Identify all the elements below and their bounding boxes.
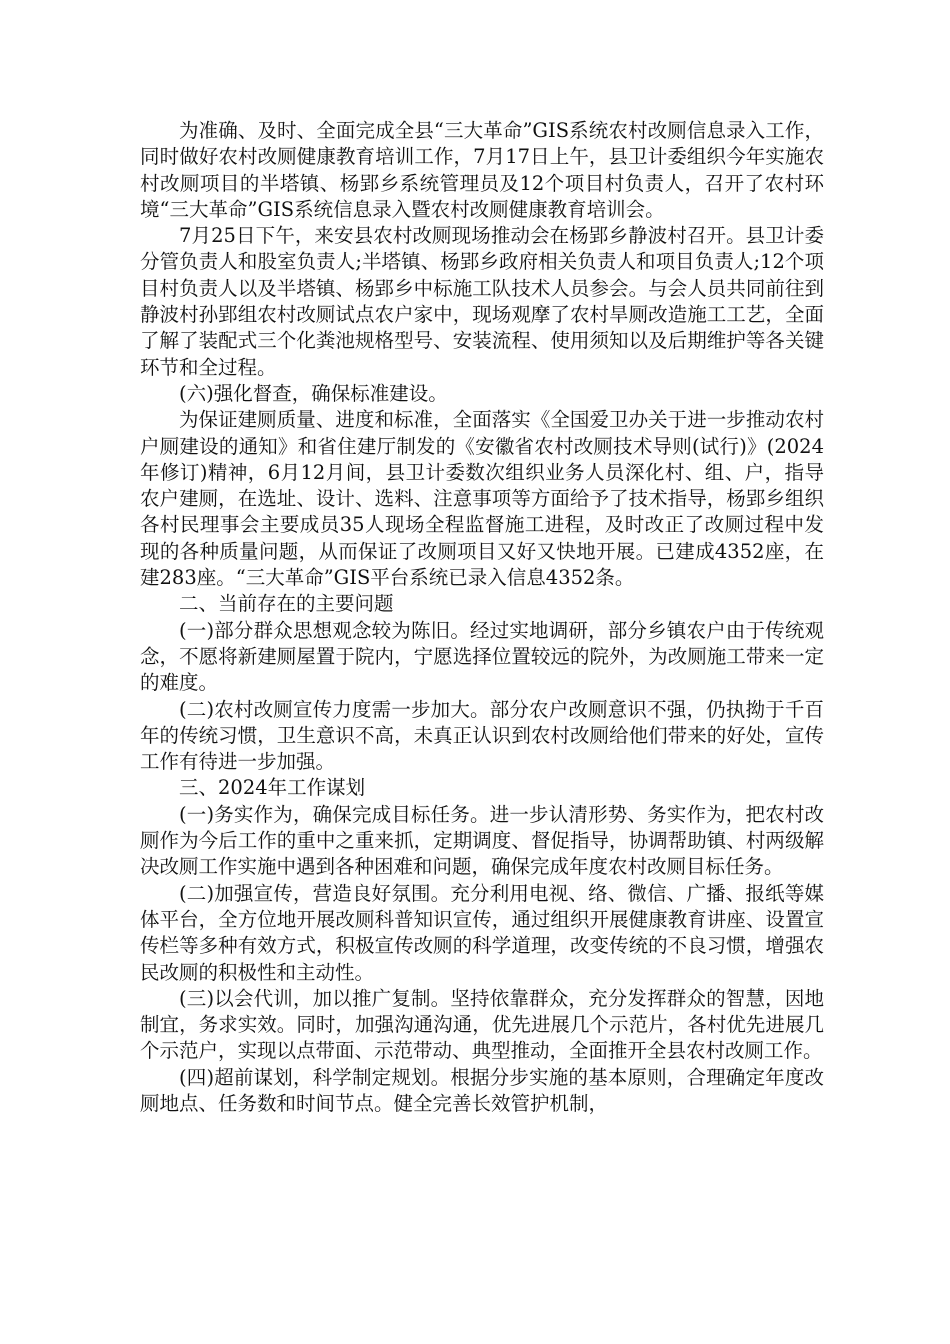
paragraph: (三)以会代训，加以推广复制。坚持依靠群众，充分发挥群众的智慧，因地制宜，务求实效。同时，加强沟通沟通，优先进展几个示范片，各村优先进展几个示范户，实现以点带面、示范带动、典型推动，全面推开全县农村改厕工作。 <box>140 986 824 1063</box>
document-body <box>140 118 824 1117</box>
section-heading: 二、当前存在的主要问题 <box>179 592 394 616</box>
section-heading: (六)强化督查，确保标准建设。 <box>179 381 448 405</box>
section-heading: 三、2024年工作谋划 <box>179 776 366 800</box>
paragraph: (四)超前谋划，科学制定规划。根据分步实施的基本原则，合理确定年度改厕地点、任务数和时间节点。健全完善长效管护机制， <box>140 1065 824 1115</box>
paragraph: 为保证建厕质量、进度和标准，全面落实《全国爱卫办关于进一步推动农村户厕建设的通知》和省住建厅制发的《安徽省农村改厕技术导则(试行)》(2024年修订)精神，6月12月间，县卫计委数次组织业务人员深化村、组、户，指导农户建厕，在选址、设计、选料、注意事项等方面给予了技术指导，杨郢乡组织各村民理事会主要成员35人现场全程监督施工进程，及时改正了改厕过程中发现的各种质量问题，从而保证了改厕项目又好又快地开展。已建成4352座，在建283座。“三大革命”GIS平台系统已录入信息4352条。 <box>140 408 824 590</box>
paragraph: (二)加强宣传，营造良好氛围。充分利用电视、络、微信、广播、报纸等媒体平台，全方位地开展改厕科普知识宣传，通过组织开展健康教育讲座、设置宣传栏等多种有效方式，积极宣传改厕的科学道理，改变传统的不良习惯，增强农民改厕的积极性和主动性。 <box>140 881 824 984</box>
paragraph: 7月25日下午，来安县农村改厕现场推动会在杨郢乡静波村召开。县卫计委分管负责人和股室负责人;半塔镇、杨郢乡政府相关负责人和项目负责人;12个项目村负责人以及半塔镇、杨郢乡中标施工队技术人员参会。与会人员共同前往到静波村孙郢组农村改厕试点农户家中，现场观摩了农村旱厕改造施工工艺，全面了解了装配式三个化粪池规格型号、安装流程、使用须知以及后期维护等各关键环节和全过程。 <box>140 224 824 379</box>
paragraph: (一)务实作为，确保完成目标任务。进一步认清形势、务实作为，把农村改厕作为今后工作的重中之重来抓，定期调度、督促指导，协调帮助镇、村两级解决改厕工作实施中遇到各种困难和问题，确保完成年度农村改厕目标任务。 <box>140 802 824 879</box>
paragraph: (一)部分群众思想观念较为陈旧。经过实地调研，部分乡镇农户由于传统观念，不愿将新建厕屋置于院内，宁愿选择位置较远的院外，为改厕施工带来一定的难度。 <box>140 618 824 695</box>
paragraph: 为准确、及时、全面完成全县“三大革命”GIS系统农村改厕信息录入工作，同时做好农村改厕健康教育培训工作，7月17日上午，县卫计委组织今年实施农村改厕项目的半塔镇、杨郢乡系统管理员及12个项目村负责人，召开了农村环境“三大革命”GIS系统信息录入暨农村改厕健康教育培训会。 <box>140 119 824 221</box>
paragraph: (二)农村改厕宣传力度需一步加大。部分农户改厕意识不强，仍执拗于千百年的传统习惯，卫生意识不高，未真正认识到农村改厕给他们带来的好处，宣传工作有待进一步加强。 <box>140 697 824 774</box>
